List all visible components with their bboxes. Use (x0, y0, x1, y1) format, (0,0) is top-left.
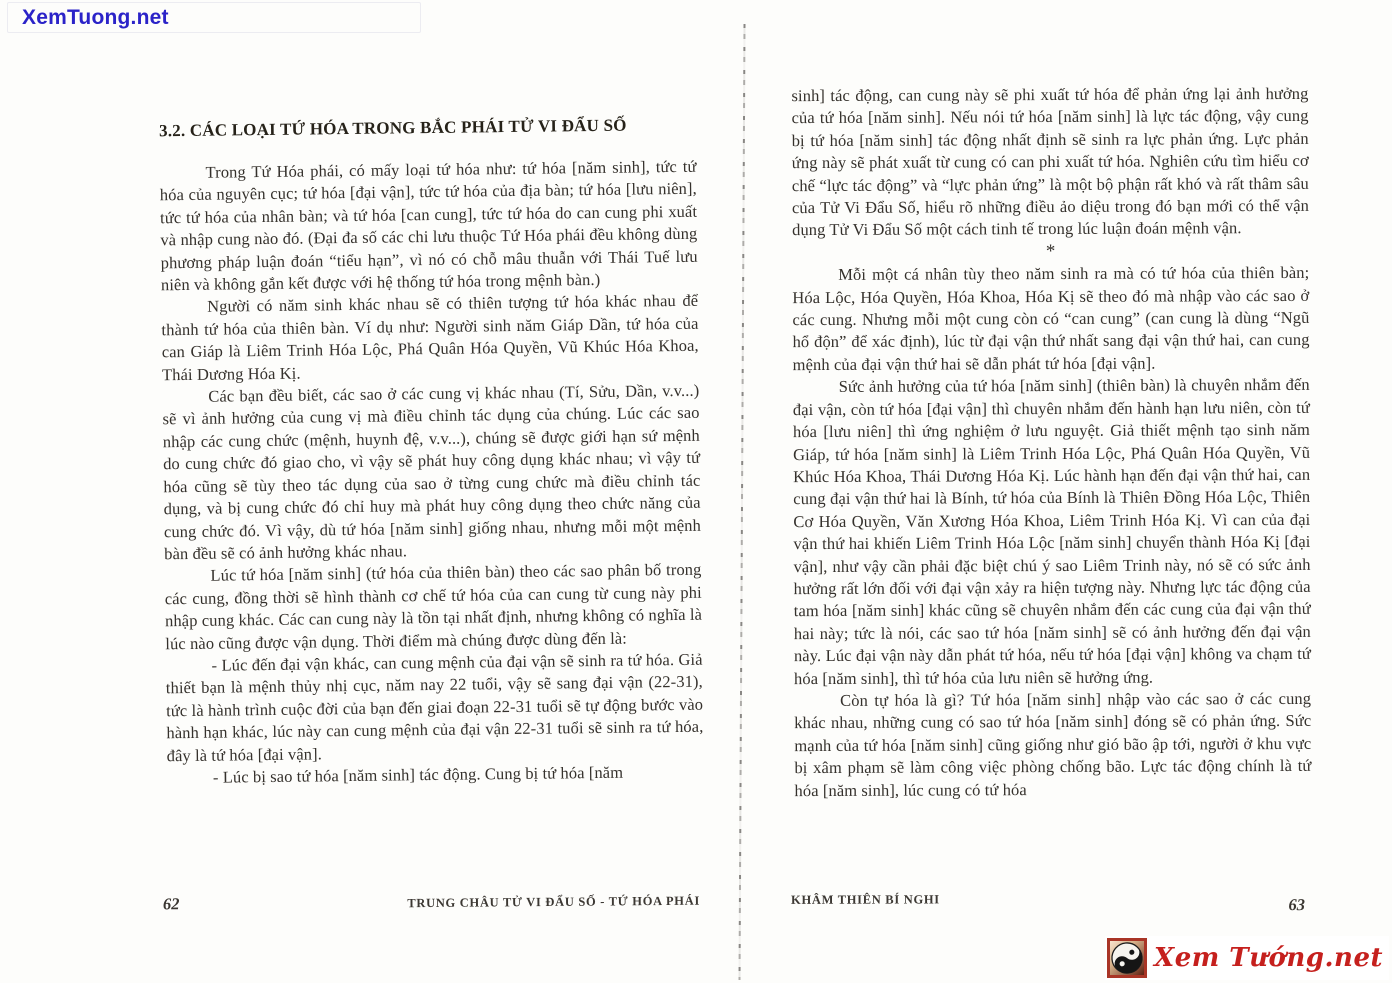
right-page-footer (790, 887, 1311, 915)
paragraph: Các bạn đều biết, các sao ở các cung vị khác nhau (Tí, Sửu, Dần, v.v...) sẽ vì ảnh hưởng của cung vị mà điều chỉnh tác dụng của chúng. Lúc các sao nhập các cung chức (mệnh, huynh đệ, v.v...), chúng sẽ được giới hạn sứ mệnh do cung chức đó giao cho, vì vậy sẽ phát huy công dụng khác nhau; vì vậy tứ hóa cũng sẽ tùy theo tác dụng của sao ở từng cung chức mà điều chỉnh tác dụng, và bị cung chức đó chỉ huy mà phát huy công dụng theo chức năng của cung chức đó. Vì vậy, dù tứ hóa [năm sinh] giống nhau, nhưng mỗi một mệnh bàn đều sẽ có ảnh hưởng khác nhau. (162, 380, 702, 564)
right-page (791, 83, 1311, 802)
paragraph: Còn tự hóa là gì? Tứ hóa [năm sinh] nhập vào các sao ở các cung khác nhau, những cung có sao tứ hóa [năm sinh] đóng sẽ có phản ứng. Sức mạnh của tứ hóa [năm sinh] cũng giống như gió bão ập tới, người ở khu vực bị xâm phạm sẽ làm công việc phòng chống bão. Lực tác động chính là tứ hóa [năm sinh], lúc cung có tứ hóa (794, 688, 1312, 800)
section-heading: 3.2. CÁC LOẠI TỨ HÓA TRONG BẮC PHÁI TỬ VI ĐẨU SỐ (158, 115, 627, 141)
site-logo[interactable] (1105, 936, 1389, 980)
section-break-asterisk: * (1045, 240, 1056, 262)
page-number-left: 62 (162, 894, 180, 914)
watermark (7, 2, 421, 33)
left-page (159, 115, 704, 790)
running-title-left: TRUNG CHÂU TỬ VI ĐẨU SỐ - TỨ HÓA PHÁI (407, 893, 701, 911)
paragraph: Mỗi một cá nhân tùy theo năm sinh ra mà có tứ hóa của thiên bàn; Hóa Lộc, Hóa Quyền, Hóa Khoa, Hóa Kị sẽ theo đó mà nhập vào các sao ở các cung. Nhưng mỗi một cung còn có “can cung” (can cung là dùng “Ngũ hổ độn” để xác định), lúc từ đại vận thứ nhất sang đại vận thứ hai, can cung mệnh của đại vận thứ hai sẽ dẫn phát tứ hóa [đại vận]. (792, 263, 1310, 375)
paragraph: Sức ảnh hưởng của tứ hóa [năm sinh] (thiên bàn) là chuyên nhắm đến đại vận, còn tứ hóa [đại vận] thì chuyên nhắm đến hành hạn lưu niên, còn tứ hóa [lưu niên] thì ứng nghiệm ở lưu nguyệt. Giả thiết mệnh tạo sinh năm Giáp, tứ hóa [năm sinh] là Liêm Trinh Hóa Lộc, Phá Quân Hóa Quyền, Vũ Khúc Hóa Khoa, Thái Dương Hóa Kị. Lúc hành hạn đến đại vận thứ hai, can cung đại vận thứ hai là Bính, tứ hóa của Bính là Thiên Đồng Hóa Lộc, Thiên Cơ Hóa Quyền, Văn Xương Hóa Khoa, Liêm Trinh Hóa Kị. Vì can của đại vận thứ hai khiến Liêm Trinh Hóa Lộc [năm sinh] chuyển thành Hóa Kị [đại vận], như vậy cần phải đặc biệt chú ý sao Liêm Trinh này, nó sẽ có sức ảnh hưởng rất lớn đối với đại vận xảy ra hiện tượng này. Nhưng lực tác động của tam hóa [năm sinh] khác cũng sẽ chuyên nhắm đến các cung của đại vận thứ hai này; tức là nói, các sao tứ hóa [năm sinh] sẽ có ảnh hưởng đến đại vận này. Lúc đại vận này dẫn phát tứ hóa, nếu tứ hóa [đại vận] không va chạm tứ hóa [năm sinh], thì tứ hóa của lưu niên sẽ hưởng ứng. (792, 375, 1311, 688)
paragraph: Người có năm sinh khác nhau sẽ có thiên tượng tứ hóa khác nhau để thành tứ hóa của thiên bàn. Ví dụ như: Người sinh năm Giáp Dần, tứ hóa của can Giáp là Liêm Trinh Hóa Lộc, Phá Quân Hóa Quyền, Vũ Khúc Hóa Khoa, Thái Dương Hóa Kị. (161, 291, 699, 384)
watermark-link[interactable]: XemTuong.net (22, 5, 169, 29)
bullet-paragraph: - Lúc bị sao tứ hóa [năm sinh] tác động. Cung bị tứ hóa [năm (212, 762, 624, 787)
page-number-right: 63 (1288, 895, 1306, 915)
bullet-paragraph: - Lúc đến đại vận khác, can cung mệnh của đại vận sẽ sinh ra tứ hóa. Giả thiết bạn là mệnh thủy nhị cục, năm nay 22 tuổi, vậy sẽ sang đại vận (22-31), tức là hành trình cuộc đời của bạn đến giai đoạn 22-31 tuổi sẽ tự động bước vào hành hạn khác, lúc này can cung mệnh của đại vận 22-31 tuổi sẽ sinh ra tứ hóa, đây là tứ hóa [đại vận]. (165, 649, 704, 765)
paragraph: Trong Tứ Hóa phái, có mấy loại tứ hóa như: tứ hóa [năm sinh], tức tứ hóa của nguyên cục; tứ hóa [đại vận], tức tứ hóa của địa bàn; tứ hóa [lưu niên], tức tứ hóa của nhân bàn; và tứ hóa [can cung], tức tứ hóa do can cung phi xuất và nhập cung nào đó. (Đại đa số các chi lưu thuộc Tứ Hóa phái đều không dùng phương pháp luận đoán “tiểu hạn”, vì nó có chỗ mâu thuẫn với Thái Tuế lưu niên và không gắn kết được với hệ thống tứ hóa trong mệnh bàn.) (159, 156, 698, 295)
paragraph: sinh] tác động, can cung này sẽ phi xuất tứ hóa để phản ứng lại ảnh hưởng của tứ hóa [năm sinh]. Nếu nói tứ hóa [năm sinh] là lực tác động, vậy cung bị tứ hóa [năm sinh] tác động nhất định sẽ sinh ra lực phản ứng. Lực phản ứng này sẽ phát xuất từ cung có can phi xuất tứ hóa. Nghiên cứu tìm hiểu cơ chế “lực tác động” và “lực phản ứng” là một bộ phận rất khó và rất thâm sâu của Tử Vi Đẩu Số, hiểu rõ những điều ảo diệu trong đó bạn mới có thể vận dụng Tử Vi Đẩu Số một cách tinh tế trong lúc luận đoán mệnh vận. (791, 83, 1310, 240)
running-title-right: KHÂM THIÊN BÍ NGHI (790, 892, 940, 907)
logo-text: Xem Tướng.net (1154, 943, 1383, 973)
paragraph: Lúc tứ hóa [năm sinh] (tứ hóa của thiên bàn) theo các sao phân bố trong các cung, đồng thời sẽ hình thành cơ chế tứ hóa của can cung từ cung này phi nhập cung khác. Các can cung này là tồn tại nhất định, nhưng không có nghĩa là lúc nào cũng được vận dụng. Thời điểm mà chúng được dùng đến là: (164, 560, 703, 653)
left-page-footer (163, 890, 700, 915)
yin-yang-icon (1107, 938, 1147, 978)
page-gutter-line (738, 24, 745, 980)
